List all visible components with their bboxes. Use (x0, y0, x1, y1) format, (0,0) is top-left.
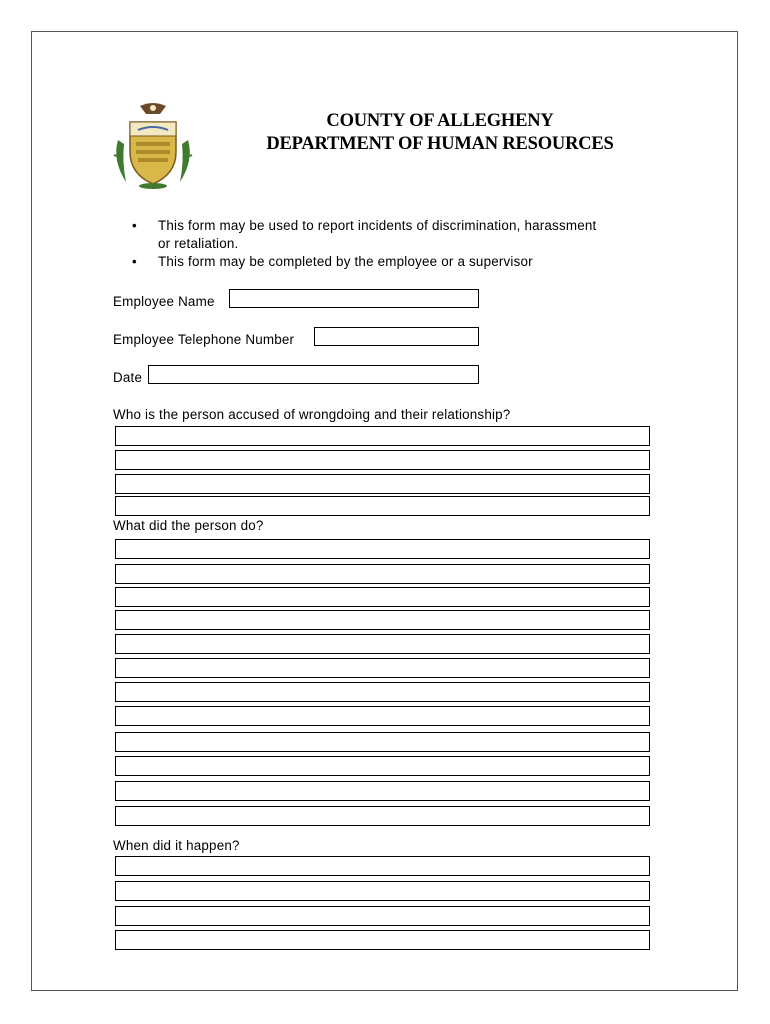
what-answer-line[interactable] (115, 539, 650, 559)
instruction-item (132, 253, 672, 271)
accused-answer-line[interactable] (115, 496, 650, 516)
what-answer-line[interactable] (115, 682, 650, 702)
instruction-text: This form may be completed by the employee or a supervisor (158, 254, 533, 269)
instructions-list (132, 217, 672, 271)
what-answer-line[interactable] (115, 658, 650, 678)
title-county: COUNTY OF ALLEGHENY (326, 111, 554, 131)
when-answer-line[interactable] (115, 906, 650, 926)
what-answer-line[interactable] (115, 706, 650, 726)
employee-name-label: Employee Name (113, 294, 215, 309)
county-seal-logo (110, 100, 196, 190)
what-answer-line[interactable] (115, 732, 650, 752)
what-answer-line[interactable] (115, 756, 650, 776)
what-answer-line[interactable] (115, 634, 650, 654)
what-answer-line[interactable] (115, 587, 650, 607)
date-label: Date (113, 370, 143, 385)
employee-name-field[interactable] (229, 289, 479, 308)
date-field[interactable] (148, 365, 479, 384)
instruction-item (132, 217, 672, 253)
accused-answer-line[interactable] (115, 450, 650, 470)
what-answer-line[interactable] (115, 806, 650, 826)
bullet-icon: • (132, 254, 137, 269)
question-what-label: What did the person do? (113, 518, 264, 533)
bullet-icon: • (132, 218, 137, 233)
when-answer-line[interactable] (115, 930, 650, 950)
employee-phone-label: Employee Telephone Number (113, 332, 295, 347)
employee-phone-field[interactable] (314, 327, 479, 346)
title-department: DEPARTMENT OF HUMAN RESOURCES (266, 134, 614, 154)
what-answer-line[interactable] (115, 564, 650, 584)
instruction-text-cont: or retaliation. (158, 236, 239, 251)
when-answer-line[interactable] (115, 856, 650, 876)
page-title (240, 110, 640, 156)
instruction-text: This form may be used to report incidents of discrimination, harassment (158, 218, 597, 233)
accused-answer-line[interactable] (115, 426, 650, 446)
question-accused-label: Who is the person accused of wrongdoing and their relationship? (113, 407, 511, 422)
what-answer-line[interactable] (115, 781, 650, 801)
when-answer-line[interactable] (115, 881, 650, 901)
question-when-label: When did it happen? (113, 838, 240, 853)
what-answer-line[interactable] (115, 610, 650, 630)
accused-answer-line[interactable] (115, 474, 650, 494)
